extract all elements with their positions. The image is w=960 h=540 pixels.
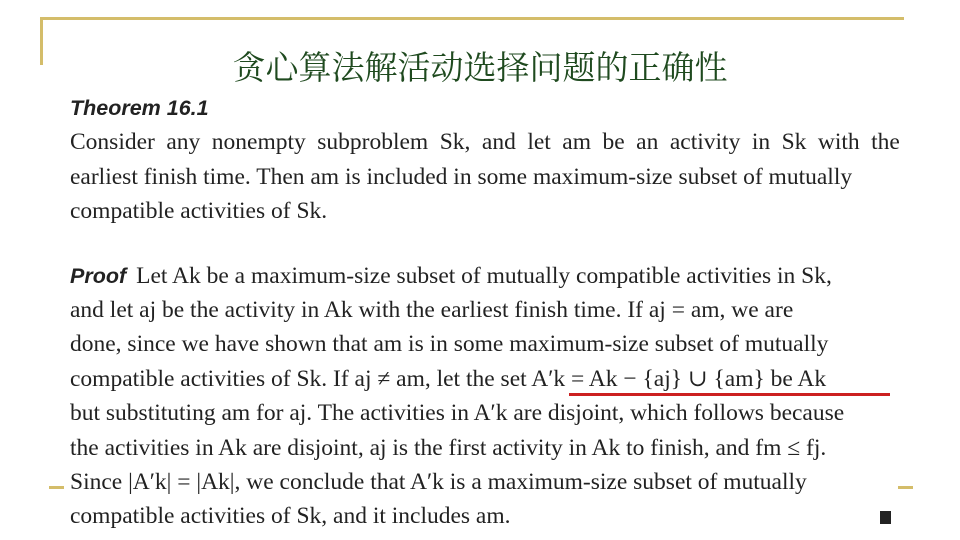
proof-line-8: compatible activities of Sk, and it includes am. — [70, 503, 511, 530]
theorem-line-2: earliest finish time. Then am is included in some maximum-size subset of mutually — [70, 163, 853, 190]
qed-square-icon — [880, 511, 891, 524]
paragraph-gap — [70, 229, 900, 259]
frame-top-rule — [40, 17, 904, 20]
proof-line-3: done, since we have shown that am is in some maximum-size subset of mutually — [70, 331, 829, 358]
slide-title: 贪心算法解活动选择问题的正确性 — [232, 48, 728, 87]
frame-left-rule — [40, 17, 43, 65]
frame-right-dash — [898, 486, 913, 489]
theorem-line-1: Consider any nonempty subproblem Sk, and let am be an activity in Sk with the — [70, 129, 900, 156]
proof-line-7: Since |A′k| = |Ak|, we conclude that A′k is a maximum-size subset of mutually — [70, 468, 807, 495]
red-underline — [569, 393, 890, 396]
theorem-line-3: compatible activities of Sk. — [70, 198, 328, 225]
proof-line-2: and let aj be the activity in Ak with the earliest finish time. If aj = am, we are — [70, 296, 794, 323]
proof-line-6: the activities in Ak are disjoint, aj is the first activity in Ak to finish, and fm ≤ fj. — [70, 434, 827, 461]
proof-label: Proof — [70, 263, 127, 288]
text-block — [70, 91, 900, 534]
theorem-heading: Theorem 16.1 — [70, 96, 209, 120]
proof-line-5: but substituting am for aj. The activities in A′k are disjoint, which follows because — [70, 400, 845, 427]
frame-left-dash — [49, 486, 64, 489]
proof-line-1: Proof Let Ak be a maximum-size subset of mutually compatible activities in Sk, — [70, 262, 832, 289]
proof-line-4: compatible activities of Sk. If aj ≠ am, let the set A′k = Ak − {aj} ∪ {am} be Ak — [70, 365, 827, 392]
